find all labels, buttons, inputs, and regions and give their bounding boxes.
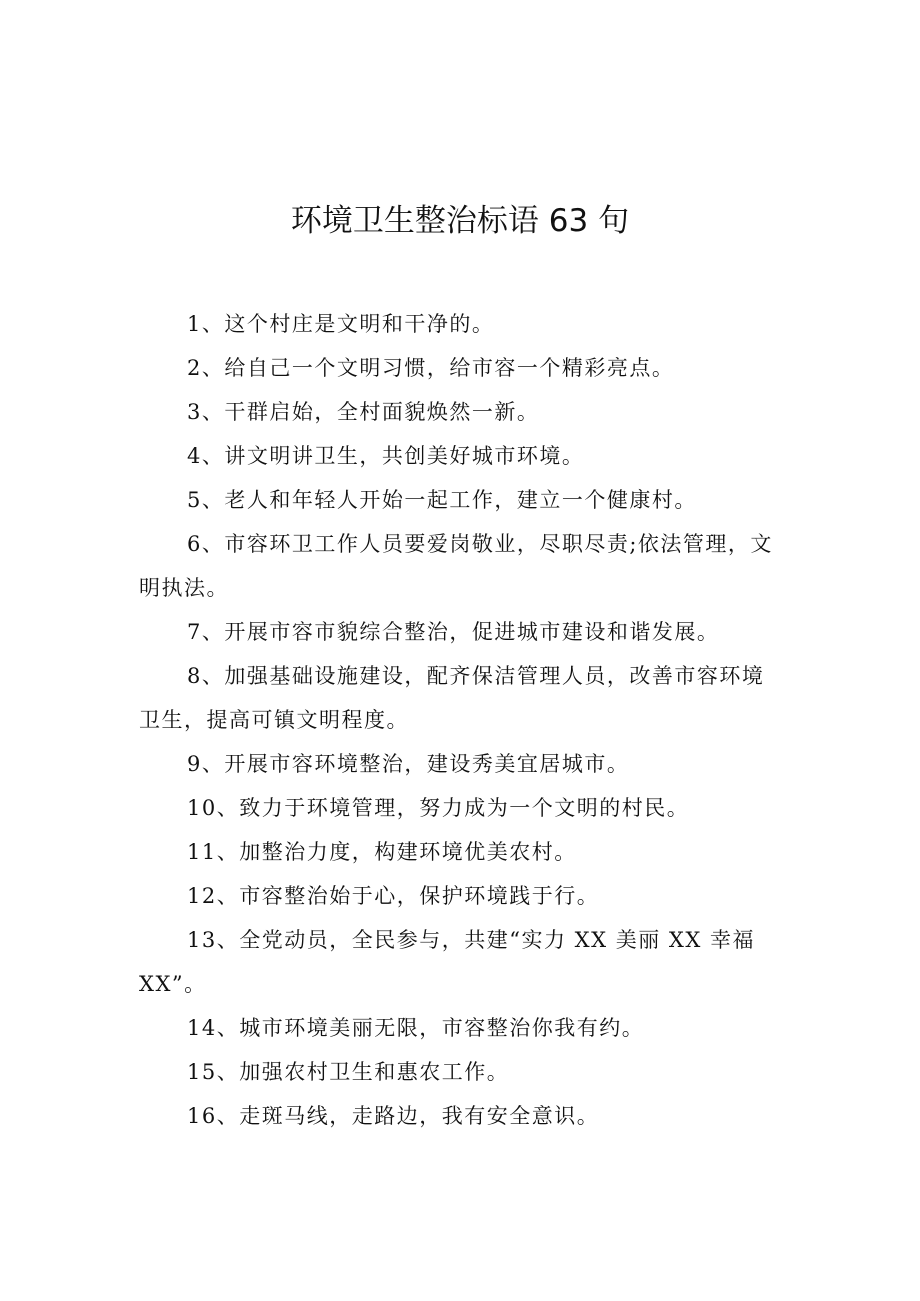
list-item: 11、加整治力度，构建环境优美农村。 (187, 840, 577, 864)
list-item: 8、加强基础设施建设，配齐保洁管理人员，改善市容环境卫生，提高可镇文明程度。 (139, 664, 765, 732)
list-item: 4、讲文明讲卫生，共创美好城市环境。 (187, 444, 585, 468)
document-title: 环境卫生整治标语 63 句 (290, 203, 630, 239)
list-item: 3、干群启始，全村面貌焕然一新。 (187, 400, 540, 424)
list-item: 6、市容环卫工作人员要爱岗敬业，尽职尽责;依法管理，文明执法。 (139, 532, 773, 600)
list-item: 9、开展市容环境整治，建设秀美宜居城市。 (187, 752, 630, 776)
list-item: 5、老人和年轻人开始一起工作，建立一个健康村。 (187, 488, 697, 512)
slogan-list (139, 302, 779, 1138)
list-item: 10、致力于环境管理，努力成为一个文明的村民。 (187, 796, 690, 820)
list-item: 16、走斑马线，走路边，我有安全意识。 (187, 1104, 600, 1128)
list-item: 2、给自己一个文明习惯，给市容一个精彩亮点。 (187, 356, 675, 380)
list-item: 7、开展市容市貌综合整治，促进城市建设和谐发展。 (187, 620, 720, 644)
list-item: 14、城市环境美丽无限，市容整治你我有约。 (187, 1016, 645, 1040)
list-item: 12、市容整治始于心，保护环境践于行。 (187, 884, 600, 908)
list-item: 1、这个村庄是文明和干净的。 (187, 312, 495, 336)
list-item: 13、全党动员，全民参与，共建“实力 XX 美丽 XX 幸福 XX”。 (139, 928, 755, 996)
list-item: 15、加强农村卫生和惠农工作。 (187, 1060, 510, 1084)
